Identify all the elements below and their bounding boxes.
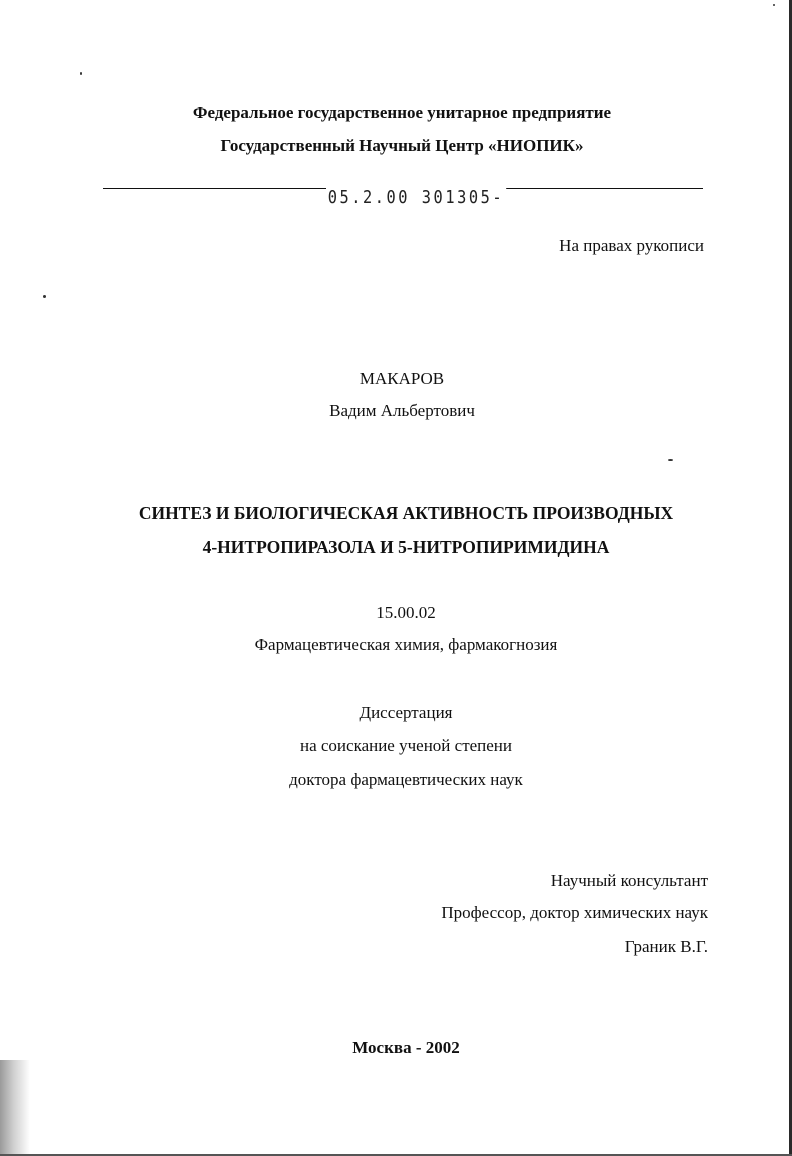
scan-speck: [80, 72, 82, 75]
consultant-position: Профессор, доктор химических наук: [441, 903, 708, 922]
manuscript-rights-label: На правах рукописи: [559, 236, 704, 255]
scan-speck: [43, 295, 46, 298]
specialty-name: Фармацевтическая химия, фармакогнозия: [254, 635, 558, 654]
consultant-role: Научный консультант: [550, 871, 708, 890]
degree-name: доктора фармацевтических наук: [289, 770, 523, 789]
consultant-name: Граник В.Г.: [624, 937, 708, 956]
scan-speck: [773, 4, 775, 6]
scan-edge-shadow: [0, 1060, 30, 1156]
registry-stamp: 05.2.00 301305-: [327, 187, 505, 208]
dissertation-title-line-2: 4-НИТРОПИРАЗОЛА И 5-НИТРОПИРИМИДИНА: [202, 537, 610, 557]
organization-line-1: Федеральное государственное унитарное предприятие: [192, 103, 612, 122]
dissertation-title-line-1: СИНТЕЗ И БИОЛОГИЧЕСКАЯ АКТИВНОСТЬ ПРОИЗВОДНЫХ: [138, 503, 674, 523]
degree-purpose: на соискание ученой степени: [299, 736, 513, 755]
scan-speck: [668, 459, 673, 461]
author-given-names: Вадим Альбертович: [329, 401, 475, 420]
organization-line-2: Государственный Научный Центр «НИОПИК»: [220, 136, 584, 155]
place-and-year: Москва - 2002: [352, 1038, 460, 1057]
dissertation-type: Диссертация: [359, 703, 453, 722]
specialty-code: 15.00.02: [376, 603, 436, 622]
author-surname: МАКАРОВ: [359, 369, 445, 388]
